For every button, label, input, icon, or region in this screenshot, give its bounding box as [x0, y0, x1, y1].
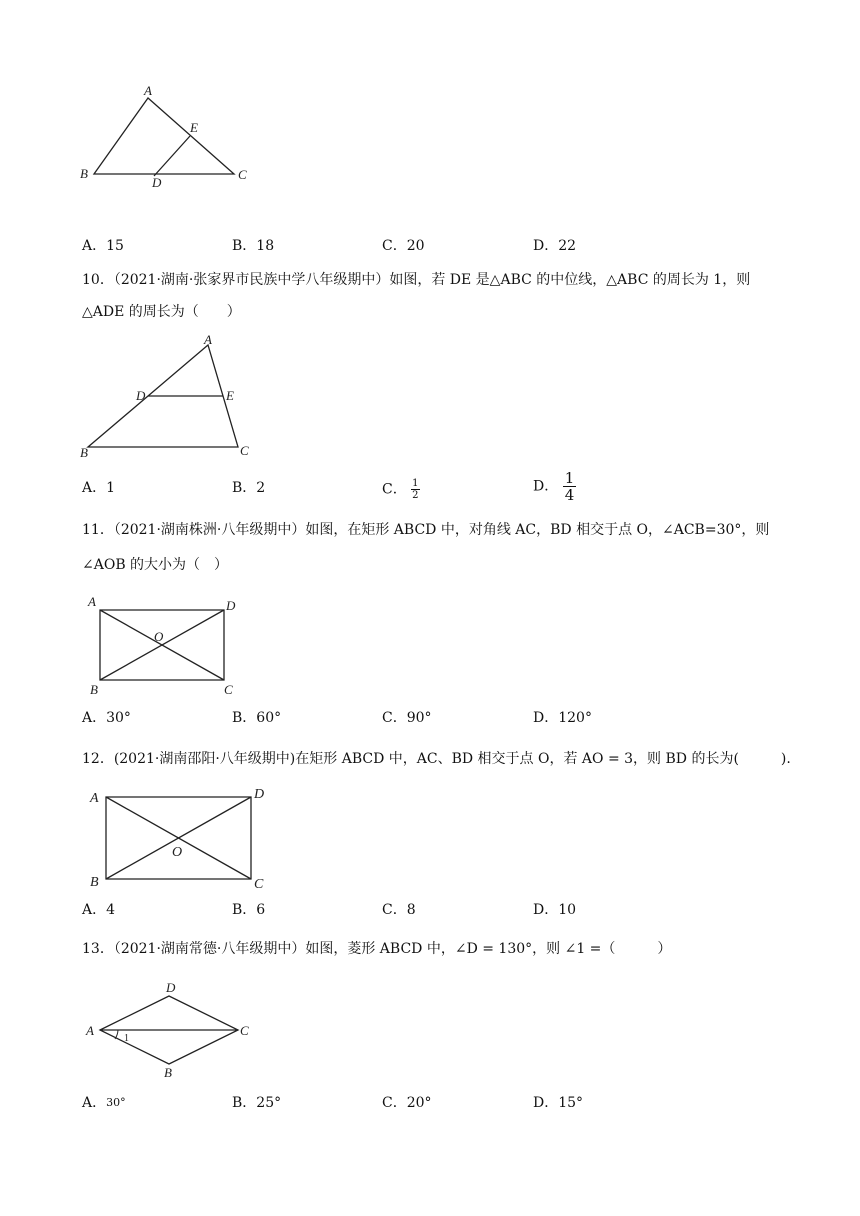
q10-stem-line1: 10．（2021·湖南·张家界市民族中学八年级期中）如图，若 DE 是△ABC 的中位线，△ABC 的周长为 1，则 [82, 272, 751, 288]
q10-option-d[interactable] [533, 470, 576, 503]
q10-option-c-numerator: 1 [412, 478, 419, 489]
q10-label-b: B [80, 445, 88, 460]
q11-option-d[interactable]: D．120° [533, 710, 592, 726]
q10-stem-line2: △ADE 的周长为（ ） [82, 304, 241, 320]
q12-option-d[interactable]: D．10 [533, 902, 577, 918]
q13-stem-line1: 13．（2021·湖南常德·八年级期中）如图，菱形 ABCD 中，∠D = 130°，则 ∠1 =（ ） [82, 941, 672, 957]
q12-label-d: D [254, 787, 265, 802]
q12-option-b[interactable]: B．6 [232, 902, 266, 918]
q11-label-b: B [90, 682, 98, 697]
q9-label-c: C [238, 167, 247, 182]
q10-option-d-numerator: 1 [564, 469, 575, 487]
q11-label-o: O [154, 629, 164, 644]
q9-triangle-abc [94, 98, 234, 174]
q9-option-d[interactable]: D．22 [533, 238, 577, 254]
q10-label-a: A [204, 332, 212, 347]
q12-label-b: B [90, 875, 99, 890]
q9-option-c[interactable]: C．20 [382, 238, 425, 254]
q13-option-a-prefix: A． [82, 1095, 107, 1111]
q13-label-c: C [240, 1023, 249, 1038]
q9-label-b: B [80, 166, 88, 181]
q10-option-c-fraction [411, 478, 419, 501]
q10-option-c-prefix: C． [382, 481, 407, 498]
q9-segment-de [154, 136, 190, 176]
q12-stem-line1: 12．(2021·湖南邵阳·八年级期中)在矩形 ABCD 中，AC、BD 相交于点 O，若 AO = 3，则 BD 的长为( ). [82, 751, 791, 767]
q13-label-a: A [86, 1023, 94, 1038]
q9-label-d: D [152, 175, 162, 190]
q10-label-d: D [136, 388, 146, 403]
q11-option-c[interactable]: C．90° [382, 710, 432, 726]
q10-label-e: E [226, 388, 234, 403]
q13-label-b: B [164, 1065, 172, 1080]
q10-option-d-fraction [563, 470, 577, 503]
q11-label-d: D [226, 598, 236, 613]
q11-option-b[interactable]: B．60° [232, 710, 282, 726]
q9-label-e: E [190, 120, 198, 135]
q9-triangle-figure [78, 84, 278, 194]
q13-label-d: D [166, 980, 176, 995]
q11-option-a[interactable]: A．30° [82, 710, 131, 726]
q12-option-a[interactable]: A．4 [82, 902, 116, 918]
q11-label-c: C [224, 682, 233, 697]
q12-rectangle-figure [86, 782, 286, 896]
q12-option-c[interactable]: C．8 [382, 902, 416, 918]
q10-option-c[interactable] [382, 478, 420, 501]
q13-option-b[interactable]: B．25° [232, 1095, 282, 1111]
q10-option-d-denominator: 4 [564, 486, 575, 504]
q10-option-a[interactable]: A．1 [82, 480, 116, 496]
q13-option-d[interactable]: D．15° [533, 1095, 584, 1111]
q12-label-o: O [172, 845, 183, 860]
q10-label-c: C [240, 443, 249, 458]
q11-stem-line1: 11．（2021·湖南株洲·八年级期中）如图，在矩形 ABCD 中，对角线 AC，BD 相交于点 O，∠ACB=30°，则 [82, 522, 770, 538]
q9-label-a: A [144, 83, 152, 98]
q13-rhombus-figure [84, 978, 264, 1078]
q12-label-c: C [254, 877, 264, 892]
q11-stem-line2: ∠AOB 的大小为（ ） [82, 557, 229, 573]
q11-rectangle-figure [86, 594, 256, 704]
q13-option-a-value: 30° [106, 1096, 126, 1109]
q10-triangle-figure [78, 333, 278, 463]
q12-label-a: A [90, 791, 99, 806]
q10-option-c-denominator: 2 [412, 490, 419, 501]
q11-label-a: A [88, 594, 96, 609]
q10-option-b[interactable]: B．2 [232, 480, 266, 496]
q13-option-a[interactable] [82, 1093, 126, 1113]
q13-option-c[interactable]: C．20° [382, 1095, 432, 1111]
q10-option-d-prefix: D． [533, 478, 559, 495]
q13-label-angle-1: 1 [124, 1033, 129, 1044]
q9-option-a[interactable]: A．15 [82, 238, 124, 254]
q9-option-b[interactable]: B．18 [232, 238, 275, 254]
